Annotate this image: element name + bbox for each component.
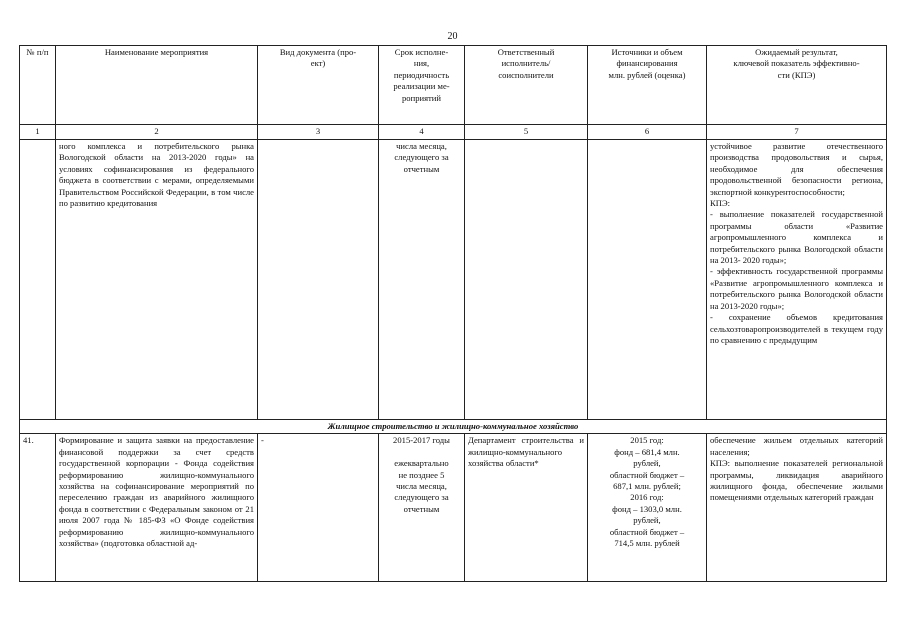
column-number: 3 xyxy=(258,125,379,140)
column-number: 5 xyxy=(465,125,588,140)
row-funding: 2015 год: фонд – 681,4 млн. рублей, областной бюджет – 687,1 млн. рублей; 2016 год: фонд – 1303,0 млн. рублей, областной бюджет – 714,5 млн. рублей xyxy=(588,434,707,582)
row-result: обеспечение жильем отдельных категорий населения; КПЭ: выполнение показателей региональной программы, ликвидация аварийного жилищного фонда, обеспечение жилыми помещениями отдельных категорий граждан xyxy=(707,434,887,582)
column-number: 7 xyxy=(707,125,887,140)
table-row xyxy=(20,434,887,582)
row-num xyxy=(20,140,56,420)
header-responsible: Ответственный исполнитель/ соисполнители xyxy=(465,46,588,125)
row-doc-type: - xyxy=(258,434,379,582)
row-responsible: Департамент строительства и жилищно-коммунального хозяйства области* xyxy=(465,434,588,582)
section-row xyxy=(20,420,887,434)
column-number: 4 xyxy=(379,125,465,140)
row-deadline: числа месяца, следующего за отчетным xyxy=(379,140,465,420)
header-funding: Источники и объем финансирования млн. рублей (оценка) xyxy=(588,46,707,125)
row-name: Формирование и защита заявки на предоставление финансовой поддержки за счет средств государственной корпорации - Фонда содействия реформированию жилищно-коммунального хозяйства на софинансирование мероприятий по переселению граждан из аварийного жилищного фонда в соответствии с Федеральным законом от 21 июля 2007 года № 185-ФЗ «О Фонде содействия реформированию жилищно-коммунального хозяйства» (подготовка областной ад- xyxy=(56,434,258,582)
row-result: устойчивое развитие отечественного производства продовольствия и сырья, необходимое для обеспечения продовольственной безопасности региона, экспортной конкурентоспособности; КПЭ: - выполнение показателей государственной программы области «Развитие агропромышленного комплекса и потребительского рынка Вологодской области на 2013- 2020 годы»; - эффективность государственной программы «Развитие агропромышленного комплекса и потребительского рынка Вологодской области на 2013-2020 годы»; - сохранение объемов кредитования сельхозтоваропроизводителей в текущем году по сравнению с предыдущим xyxy=(707,140,887,420)
header-result: Ожидаемый результат, ключевой показатель эффективно- сти (КПЭ) xyxy=(707,46,887,125)
table-header-row xyxy=(20,46,887,125)
page-number: 20 xyxy=(447,31,458,42)
row-name: ного комплекса и потребительского рынка Вологодской области на 2013-2020 годы» на условиях софинансирования из федерального бюджета в соответствии с мерами, определяемыми Правительством Российской Федерации, в том числе по развитию кредитования xyxy=(56,140,258,420)
row-funding xyxy=(588,140,707,420)
header-name: Наименование мероприятия xyxy=(56,46,258,125)
column-number: 6 xyxy=(588,125,707,140)
header-doc-type: Вид документа (про- ект) xyxy=(258,46,379,125)
row-num: 41. xyxy=(20,434,56,582)
column-number-row xyxy=(20,125,887,140)
row-responsible xyxy=(465,140,588,420)
header-num: № п/п xyxy=(20,46,56,125)
row-doc-type xyxy=(258,140,379,420)
column-number: 2 xyxy=(56,125,258,140)
row-deadline: 2015-2017 годы ежеквартально не позднее 5 числа месяца, следующего за отчетным xyxy=(379,434,465,582)
header-deadline: Срок исполне- ния, периодичность реализации ме- роприятий xyxy=(379,46,465,125)
column-number: 1 xyxy=(20,125,56,140)
table-row xyxy=(20,140,887,420)
section-title: Жилищное строительство и жилищно-коммунальное хозяйство xyxy=(20,420,887,434)
measures-table xyxy=(19,45,887,582)
